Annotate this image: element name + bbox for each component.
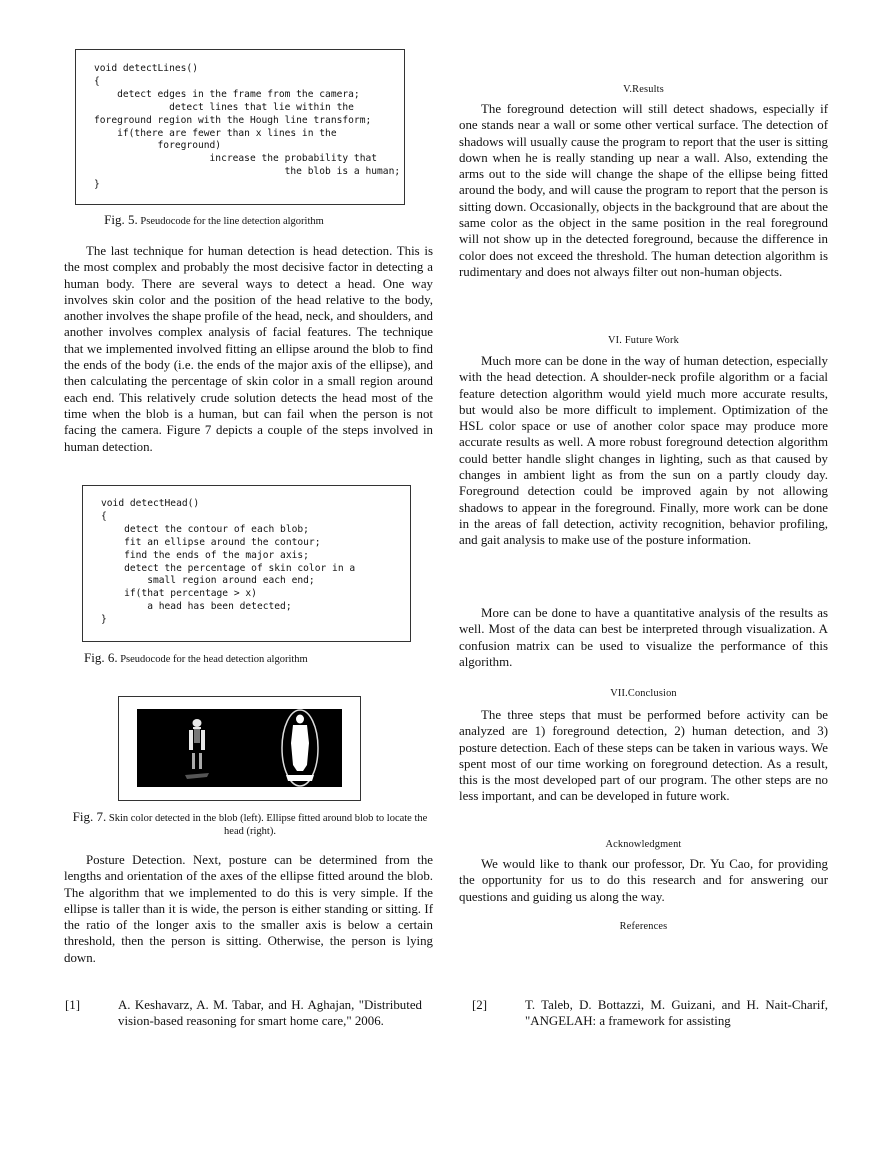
posture-detection-paragraph xyxy=(64,852,433,966)
future-work-heading xyxy=(459,332,828,347)
reference-2 xyxy=(472,997,828,1033)
reference-1-number: [1] xyxy=(65,998,81,1012)
future-work-paragraph-1 xyxy=(459,353,828,549)
fig7-caption-text: Skin color detected in the blob (left). Ellipse fitted around blob to locate the head (right). xyxy=(108,813,428,837)
posture-detection-text: Posture Detection. Next, posture can be determined from the lengths and orientation of the axes of the ellipse fitted around the blob. The algorithm that we implemented to do this is very simple. If the ellipse is taller than it is wide, the person is either standing or sitting. If the ratio of the longer axis to the smaller axis is below a certain threshold, then the person is sitting. Otherwise, the person is lying down. xyxy=(64,853,433,965)
fig7-label: Fig. 7. xyxy=(72,809,107,824)
fig6-caption xyxy=(84,651,384,666)
fig6-caption-text: Pseudocode for the head detection algorithm xyxy=(120,654,308,665)
results-text: The foreground detection will still detect shadows, especially if one stands near a wall or some other vertical surface. The detection of shadows will usually cause the program to report that the user is sitting down when he is really standing up near a wall. Also, extending the arms out to the side will change the shape of the ellipse being fitted around the body, and will cause the program to report that the person is sitting down. Occasionally, objects in the background that are about the same color as the object in the same position in the real foreground will not show up in the detected foreground, because the difference in color does not exceed the threshold. The human detection algorithm is rudimentary and does not always filter out non-human objects. xyxy=(459,102,828,279)
acknowledgment-text: We would like to thank our professor, Dr. Yu Cao, for providing the opportunity for us to do this research and for answering our questions and guiding us along the way. xyxy=(459,857,828,904)
future-work-heading-text: VI. Future Work xyxy=(608,335,679,346)
reference-2-text: T. Taleb, D. Bottazzi, M. Guizani, and H. Nait-Charif, "ANGELAH: a framework for assisting xyxy=(525,998,828,1029)
fig5-code-box: void detectLines() { detect edges in the frame from the camera; detect lines that lie within the foreground region with the Hough line transform; if(there are fewer than x lines in the foreground) increase the probability that the blob is a human; } xyxy=(75,49,405,205)
references-heading-text: References xyxy=(619,921,668,932)
fig5-caption-text: Pseudocode for the line detection algorithm xyxy=(140,216,324,227)
future-work-text-1: Much more can be done in the way of human detection, especially with the head detection. A shoulder-neck profile algorithm or a facial feature detection algorithm would yield much more accurate results, but would also be more difficult to implement. Optimization of the HSL color space or use of another color space may produce more accurate results as well. A more robust foreground detection algorithm could better handle slight changes in lighting, such as that caused by changes in ambient light as from the sun on a partly cloudy day. Foreground detection could be improved again by not allowing shadows to appear in the foreground. Finally, more work can be done in the areas of fall detection, activity recognition, behavior profiling, and gait analysis to make use of the posture information. xyxy=(459,354,828,548)
conclusion-heading-text: VII.Conclusion xyxy=(610,688,677,699)
fig5-label: Fig. 5. xyxy=(104,212,138,227)
acknowledgment-heading xyxy=(459,836,828,851)
fig5-caption xyxy=(64,213,364,228)
head-detection-text: The last technique for human detection is head detection. This is the most complex and probably the most decisive factor in detecting a human body. There are several ways to detect a head. One way involves skin color and the position of the head relative to the body, another involves the shape profile of the head, neck, and shoulders, and another involves complex analysis of facial features. The technique that we implemented involved fitting an ellipse around the blob to find the ends of the body (i.e. the ends of the major axis of the ellipse), and then calculating the percentage of skin color in a small region around each end. This relatively crude solution detects the head most of the time when the blob is a human, but can fail when the person is not facing the camera. Figure 7 depicts a couple of the steps involved in human detection. xyxy=(64,244,433,454)
head-detection-paragraph xyxy=(64,243,433,455)
conclusion-heading xyxy=(459,685,828,700)
future-work-text-2: More can be done to have a quantitative analysis of the results as well. Most of the data can best be interpreted through visualization. A confusion matrix can be used to visualize the performance of this algorithm. xyxy=(459,606,828,669)
fig7-frame xyxy=(118,696,361,801)
acknowledgment-heading-text: Acknowledgment xyxy=(605,839,682,850)
fig7-image xyxy=(137,709,342,787)
reference-2-number: [2] xyxy=(472,998,488,1012)
conclusion-text: The three steps that must be performed before activity can be analyzed are 1) foreground detection, 2) human detection, and 3) posture detection. Each of these steps can be taken in various ways. We spent most of our time working on foreground detection. As a result, this is the most developed part of our program. The other steps are no less important, and can be developed in future work. xyxy=(459,708,828,804)
results-heading-text: V.Results xyxy=(623,84,664,95)
acknowledgment-paragraph xyxy=(459,856,828,905)
references-heading xyxy=(459,918,828,933)
results-paragraph xyxy=(459,101,828,280)
results-heading xyxy=(459,81,828,96)
future-work-paragraph-2 xyxy=(459,605,828,670)
fig6-label: Fig. 6. xyxy=(84,650,118,665)
conclusion-paragraph xyxy=(459,707,828,805)
reference-1-text: A. Keshavarz, A. M. Tabar, and H. Aghajan, "Distributed vision-based reasoning for smart home care," 2006. xyxy=(118,998,422,1029)
reference-1 xyxy=(65,997,422,1049)
fig7-caption xyxy=(70,810,430,838)
fig6-code-box: void detectHead() { detect the contour of each blob; fit an ellipse around the contour; find the ends of the major axis; detect the percentage of skin color in a small region around each end; if(that percentage > x) a head has been detected; } xyxy=(82,485,411,642)
